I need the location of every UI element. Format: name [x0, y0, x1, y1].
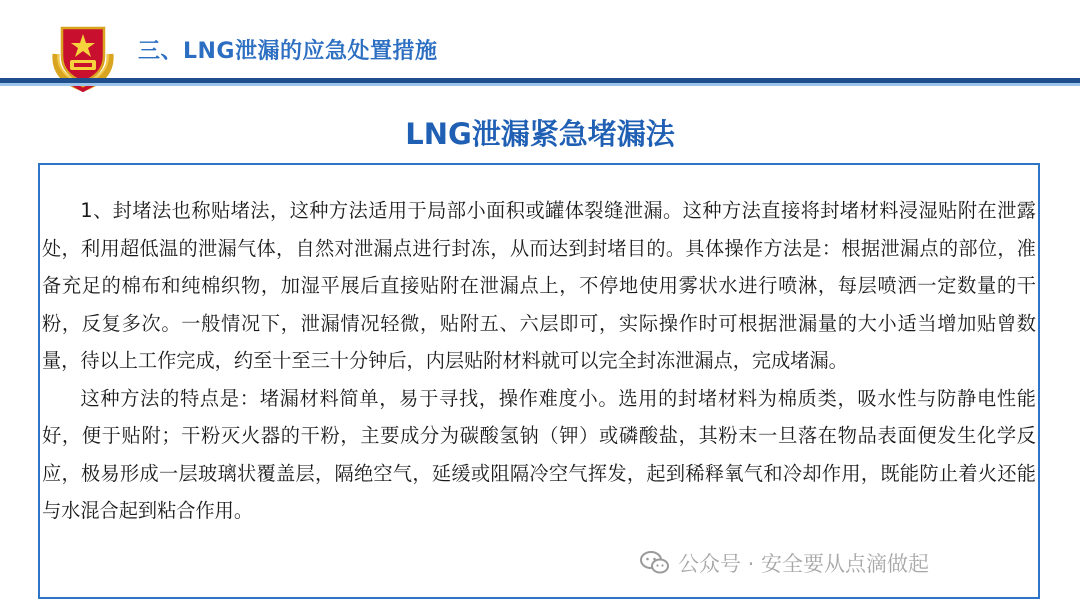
- watermark-text: 公众号 · 安全要从点滴做起: [678, 552, 930, 576]
- paragraph-method: 1、封堵法也称贴堵法，这种方法适用于局部小面积或罐体裂缝泄漏。这种方法直接将封堵材料浸湿贴附在泄露处，利用超低温的泄漏气体，自然对泄漏点进行封冻，从而达到封堵目的。具体操作方法是：根据泄漏点的部位，准备充足的棉布和纯棉织物，加湿平展后直接贴附在泄漏点上，不停地使用雾状水进行喷淋，每层喷洒一定数量的干粉，反复多次。一般情况下，泄漏情况轻微，贴附五、六层即可，实际操作时可根据泄漏量的大小适当增加贴曾数量，待以上工作完成，约至十至三十分钟后，内层贴附材料就可以完全封冻泄漏点，完成堵漏。: [42, 199, 1036, 372]
- paragraph-features: 这种方法的特点是：堵漏材料简单，易于寻找，操作难度小。选用的封堵材料为棉质类，吸水性与防静电性能好，便于贴附；干粉灭火器的干粉，主要成分为碳酸氢钠（钾）或磷酸盐，其粉末一旦落在物品表面便发生化学反应，极易形成一层玻璃状覆盖层，隔绝空气，延缓或阻隔冷空气挥发，起到稀释氧气和冷却作用，既能防止着火还能与水混合起到粘合作用。: [42, 386, 1036, 522]
- content-paragraphs: [42, 192, 1036, 530]
- section-header-title: 三、LNG泄漏的应急处置措施: [138, 39, 438, 64]
- watermark: [640, 548, 929, 578]
- slide-title: LNG泄漏紧急堵漏法: [405, 117, 675, 151]
- header-divider: [0, 78, 1080, 88]
- wechat-icon: [640, 550, 670, 576]
